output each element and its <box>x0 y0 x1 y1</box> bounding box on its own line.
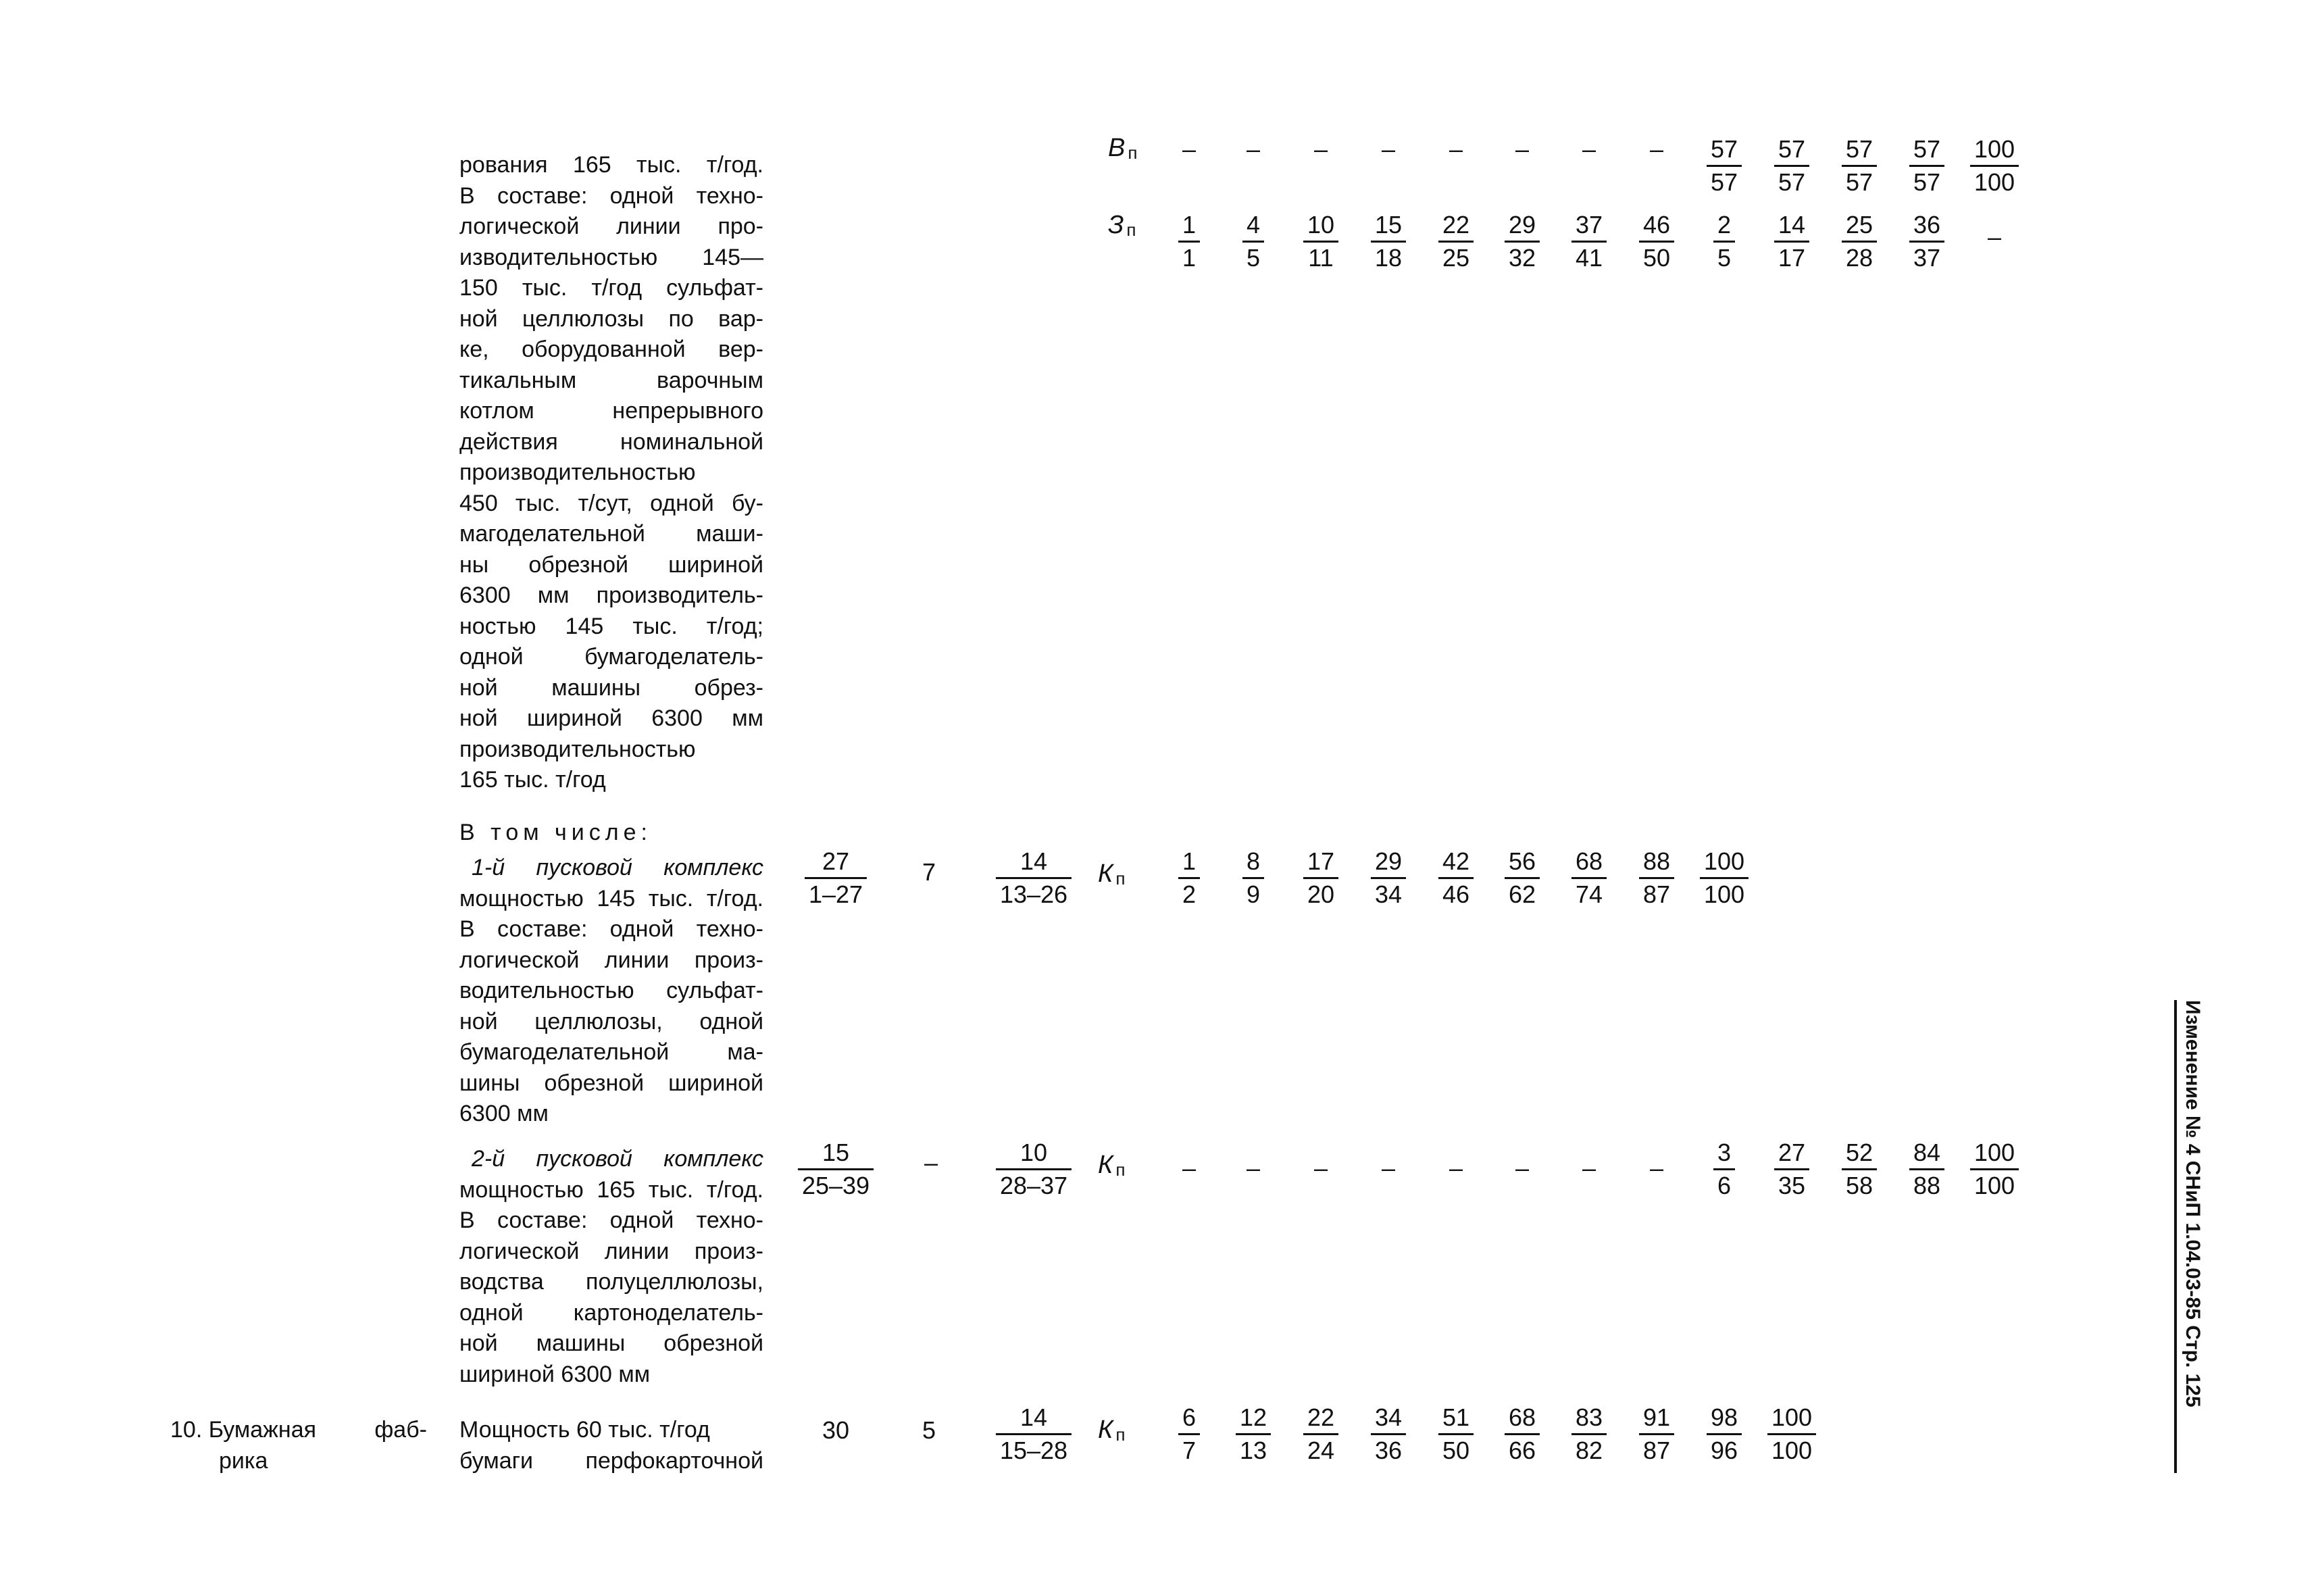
zp-fraction-numerator: 14 <box>1774 209 1809 243</box>
zp-fraction-denominator: 41 <box>1575 244 1603 272</box>
item-10-fraction-denominator: 66 <box>1508 1437 1536 1464</box>
description-line: изводительностью 145— <box>459 244 763 270</box>
description-line: одной бумагоделатель- <box>459 644 763 670</box>
item-10-desc-line: бумаги перфокарточной <box>459 1448 763 1474</box>
empty-cell-dash: – <box>1381 135 1396 163</box>
description-line: мощностью 165 тыс. т/год. <box>459 1176 763 1203</box>
zp-fraction-numerator: 25 <box>1842 209 1877 243</box>
description-line: шины обрезной шириной <box>459 1070 763 1096</box>
item-10-fraction <box>1639 1402 1674 1466</box>
vp-fraction-numerator: 57 <box>1774 134 1809 167</box>
c2-fraction <box>1970 1137 2019 1201</box>
c1-fraction-denominator: 20 <box>1307 880 1335 908</box>
c2-duration: – <box>924 1149 938 1176</box>
c1-period <box>996 846 1072 910</box>
c1-fraction-numerator: 88 <box>1639 846 1674 879</box>
item-10-fraction-denominator: 36 <box>1374 1437 1403 1464</box>
c1-fraction-numerator: 68 <box>1571 846 1607 879</box>
description-line: ны обрезной шириной <box>459 551 763 578</box>
c1-fraction-numerator: 29 <box>1371 846 1406 879</box>
zp-fraction-denominator: 32 <box>1508 244 1536 272</box>
vp-fraction <box>1970 134 2019 198</box>
description-line: логической линии про- <box>459 214 763 239</box>
description-line: 150 тыс. т/год сульфат- <box>459 275 763 301</box>
item-10-fraction-denominator: 24 <box>1307 1437 1335 1464</box>
item-10-name-part2: фаб- <box>374 1417 427 1443</box>
c2-fraction <box>1909 1137 1944 1201</box>
zp-fraction-numerator: 10 <box>1303 209 1338 243</box>
empty-cell-dash: – <box>1515 1154 1530 1182</box>
c2-fraction <box>1842 1137 1877 1201</box>
item-10-period <box>996 1402 1072 1466</box>
zp-fraction <box>1639 209 1674 274</box>
c1-period-numerator: 14 <box>996 846 1072 879</box>
item-10-fraction-denominator: 96 <box>1710 1437 1738 1464</box>
zp-fraction <box>1178 209 1200 274</box>
zp-fraction-denominator: 5 <box>1717 244 1732 272</box>
zp-fraction-denominator: 25 <box>1442 244 1470 272</box>
symbol-kp: К $_п$ <box>1098 1151 1126 1180</box>
description-line: 165 тыс. т/год <box>459 767 606 793</box>
c2-fraction-numerator: 3 <box>1713 1137 1735 1170</box>
item-10-fraction <box>1505 1402 1540 1466</box>
empty-cell-dash: – <box>1582 1154 1596 1182</box>
c1-fraction-numerator: 8 <box>1242 846 1264 879</box>
c1-fraction-numerator: 42 <box>1438 846 1474 879</box>
description-line: ной целлюлозы, одной <box>459 1008 763 1034</box>
vp-fraction <box>1774 134 1809 198</box>
empty-cell-dash: – <box>1515 135 1530 163</box>
vp-fraction <box>1909 134 1944 198</box>
zp-fraction <box>1303 209 1338 274</box>
c2-fraction <box>1713 1137 1735 1201</box>
item-10-desc-line: Мощность 60 тыс. т/год <box>459 1417 710 1443</box>
zp-fraction <box>1842 209 1877 274</box>
zp-fraction-denominator: 17 <box>1778 244 1806 272</box>
zp-fraction <box>1242 209 1264 274</box>
description-line: 1-й пусковой комплекс <box>472 855 763 880</box>
zp-fraction-numerator: 36 <box>1909 209 1944 243</box>
zp-fraction <box>1505 209 1540 274</box>
c1-fraction-denominator: 46 <box>1442 880 1470 908</box>
description-line: 450 тыс. т/сут, одной бу- <box>459 490 763 516</box>
c1-fraction-denominator: 9 <box>1246 880 1261 908</box>
zp-fraction <box>1774 209 1809 274</box>
vp-fraction <box>1842 134 1877 198</box>
zp-fraction-denominator: 18 <box>1374 244 1403 272</box>
description-line: ностью 145 тыс. т/год; <box>459 613 763 639</box>
c2-fraction-denominator: 35 <box>1778 1172 1806 1199</box>
c2-fraction <box>1774 1137 1809 1201</box>
vp-fraction-numerator: 57 <box>1707 134 1742 167</box>
c1-fraction <box>1639 846 1674 910</box>
description-line: шириной 6300 мм <box>459 1361 651 1387</box>
c2-share-denominator: 25–39 <box>801 1172 870 1199</box>
c1-fraction-denominator: 100 <box>1703 880 1745 908</box>
description-line: В составе: одной техно- <box>459 1207 763 1233</box>
vp-fraction-numerator: 100 <box>1970 134 2019 167</box>
c2-fraction-numerator: 27 <box>1774 1137 1809 1170</box>
c1-fraction <box>1303 846 1338 910</box>
item-10-fraction <box>1767 1402 1816 1466</box>
c1-fraction-denominator: 87 <box>1642 880 1671 908</box>
c2-period <box>996 1137 1072 1201</box>
item-10-fraction-numerator: 34 <box>1371 1402 1406 1435</box>
item-10-duration: 5 <box>922 1416 936 1444</box>
object-description <box>459 150 763 796</box>
item-10-fraction-numerator: 68 <box>1505 1402 1540 1435</box>
symbol-vp: В $_п$ <box>1108 134 1138 163</box>
zp-fraction <box>1371 209 1406 274</box>
c1-fraction <box>1505 846 1540 910</box>
description-line: тикальным варочным <box>459 367 763 393</box>
item-10-fraction-numerator: 22 <box>1303 1402 1338 1435</box>
item-10-fraction <box>1178 1402 1200 1466</box>
description-line: действия номинальной <box>459 428 763 455</box>
zp-fraction-denominator: 37 <box>1913 244 1941 272</box>
c1-share <box>805 846 867 910</box>
zp-fraction-numerator: 37 <box>1571 209 1607 243</box>
item-10-fraction <box>1236 1402 1271 1466</box>
description-line: 2-й пусковой комплекс <box>472 1146 763 1172</box>
c1-fraction-numerator: 1 <box>1178 846 1200 879</box>
c1-fraction <box>1571 846 1607 910</box>
item-10-fraction-denominator: 13 <box>1239 1437 1267 1464</box>
c2-period-numerator: 10 <box>996 1137 1072 1170</box>
item-10-fraction-denominator: 82 <box>1575 1437 1603 1464</box>
c2-share-numerator: 15 <box>798 1137 874 1170</box>
item-10-fraction-numerator: 91 <box>1639 1402 1674 1435</box>
c2-fraction-denominator: 58 <box>1845 1172 1873 1199</box>
item-10-period-denominator: 15–28 <box>999 1437 1068 1464</box>
zp-fraction-numerator: 2 <box>1713 209 1735 243</box>
c1-fraction-numerator: 100 <box>1700 846 1749 879</box>
vp-fraction-denominator: 57 <box>1845 168 1873 196</box>
empty-cell-dash: – <box>1182 1154 1197 1182</box>
item-10-fraction <box>1707 1402 1742 1466</box>
description-line: рования 165 тыс. т/год. <box>459 152 763 178</box>
zp-fraction <box>1571 209 1607 274</box>
c1-fraction <box>1700 846 1749 910</box>
complex-2-description <box>459 1144 763 1390</box>
symbol-zp: З $_п$ <box>1108 211 1136 240</box>
c2-fraction-denominator: 88 <box>1913 1172 1941 1199</box>
item-10-fraction <box>1371 1402 1406 1466</box>
description-line: ной целлюлозы по вар- <box>459 305 763 332</box>
item-10-fraction-numerator: 6 <box>1178 1402 1200 1435</box>
c1-share-numerator: 27 <box>805 846 867 879</box>
zp-fraction-numerator: 46 <box>1639 209 1674 243</box>
zp-fraction <box>1909 209 1944 274</box>
empty-cell-dash: – <box>1649 1154 1664 1182</box>
c1-fraction <box>1242 846 1264 910</box>
description-line: одной картоноделатель- <box>459 1299 763 1326</box>
description-line: бумагоделательной ма- <box>459 1039 763 1065</box>
item-10-fraction <box>1303 1402 1338 1466</box>
c1-fraction-numerator: 56 <box>1505 846 1540 879</box>
description-line: 6300 мм производитель- <box>459 582 763 608</box>
item-10-name-part1: 10. Бумажная <box>170 1417 317 1443</box>
description-line: производительностью <box>459 736 696 762</box>
c2-fraction-denominator: 6 <box>1717 1172 1732 1199</box>
symbol-kp: К $_п$ <box>1098 859 1126 889</box>
vp-fraction-numerator: 57 <box>1842 134 1877 167</box>
item-10-fraction-denominator: 7 <box>1182 1437 1197 1464</box>
zp-fraction <box>1713 209 1735 274</box>
zp-fraction-numerator: 15 <box>1371 209 1406 243</box>
empty-cell-dash: – <box>1449 135 1463 163</box>
description-line: ной машины обрез- <box>459 674 763 701</box>
c1-fraction-denominator: 2 <box>1182 880 1197 908</box>
zp-fraction-denominator: 50 <box>1642 244 1671 272</box>
description-line: магоделательной маши- <box>459 521 763 547</box>
item-10-fraction-denominator: 50 <box>1442 1437 1470 1464</box>
item-10-fraction-numerator: 51 <box>1438 1402 1474 1435</box>
item-10-fraction <box>1571 1402 1607 1466</box>
description-line: котлом непрерывного <box>459 398 763 424</box>
item-10-fraction-numerator: 100 <box>1767 1402 1816 1435</box>
item-10-name-part3: рика <box>219 1448 268 1474</box>
item-10-fraction-numerator: 12 <box>1236 1402 1271 1435</box>
zp-fraction-denominator: 5 <box>1246 244 1261 272</box>
description-line: водительностью сульфат- <box>459 978 763 1003</box>
complex-1-description <box>459 853 763 1130</box>
empty-cell-dash: – <box>1582 135 1596 163</box>
empty-cell-dash: – <box>1649 135 1664 163</box>
empty-cell-dash: – <box>1381 1154 1396 1182</box>
description-line: ной шириной 6300 мм <box>459 705 763 731</box>
empty-cell-dash: – <box>1313 1154 1328 1182</box>
description-line: производительностью <box>459 459 696 485</box>
description-line: водства полуцеллюлозы, <box>459 1269 763 1295</box>
symbol-kp: К $_п$ <box>1098 1416 1126 1445</box>
zp-fraction-denominator: 11 <box>1308 244 1334 272</box>
description-line: 6300 мм <box>459 1101 549 1126</box>
description-line: В составе: одной техно- <box>459 916 763 942</box>
item-10-fraction-numerator: 83 <box>1571 1402 1607 1435</box>
c1-fraction-numerator: 17 <box>1303 846 1338 879</box>
description-line: мощностью 145 тыс. т/год. <box>459 885 763 912</box>
item-10-period-numerator: 14 <box>996 1402 1072 1435</box>
c2-period-denominator: 28–37 <box>999 1172 1068 1199</box>
c2-fraction-numerator: 84 <box>1909 1137 1944 1170</box>
description-line: В составе: одной техно- <box>459 182 763 209</box>
item-10-fraction-denominator: 100 <box>1771 1437 1813 1464</box>
empty-cell-dash: – <box>1246 135 1261 163</box>
vp-fraction-numerator: 57 <box>1909 134 1944 167</box>
c1-fraction-denominator: 62 <box>1508 880 1536 908</box>
zp-fraction-denominator: 1 <box>1182 244 1197 272</box>
item-10-fraction-numerator: 98 <box>1707 1402 1742 1435</box>
c1-fraction <box>1178 846 1200 910</box>
c2-fraction-numerator: 52 <box>1842 1137 1877 1170</box>
zp-fraction <box>1438 209 1474 274</box>
description-line: ной машины обрезной <box>459 1330 763 1356</box>
page-side-title: Изменение № 4 СНиП 1.04.03-85 Стр. 125 <box>2174 1000 2204 1473</box>
item-10-name <box>170 1414 427 1476</box>
c1-fraction <box>1438 846 1474 910</box>
zp-fraction-denominator: 28 <box>1845 244 1873 272</box>
c1-fraction-denominator: 74 <box>1575 880 1603 908</box>
description-line: ке, оборудованной вер- <box>459 336 763 362</box>
c1-fraction <box>1371 846 1406 910</box>
vp-fraction <box>1707 134 1742 198</box>
empty-cell-dash: – <box>1449 1154 1463 1182</box>
vp-fraction-denominator: 57 <box>1710 168 1738 196</box>
empty-cell-dash: – <box>1246 1154 1261 1182</box>
item-10-fraction <box>1438 1402 1474 1466</box>
c2-share <box>798 1137 874 1201</box>
vp-fraction-denominator: 100 <box>1973 168 2015 196</box>
c1-share-denominator: 1–27 <box>808 880 863 908</box>
vp-fraction-denominator: 57 <box>1778 168 1806 196</box>
c2-fraction-numerator: 100 <box>1970 1137 2019 1170</box>
zp-fraction-numerator: 29 <box>1505 209 1540 243</box>
item-10-description <box>459 1414 763 1476</box>
description-line: логической линии произ- <box>459 947 763 973</box>
c1-fraction-denominator: 34 <box>1374 880 1403 908</box>
c1-duration: 7 <box>922 858 936 886</box>
vp-fraction-denominator: 57 <box>1913 168 1941 196</box>
empty-cell-dash: – <box>1182 135 1197 163</box>
zp-fraction-numerator: 22 <box>1438 209 1474 243</box>
item-10-fraction-denominator: 87 <box>1642 1437 1671 1464</box>
c1-period-denominator: 13–26 <box>999 880 1068 908</box>
c2-fraction-denominator: 100 <box>1973 1172 2015 1199</box>
zp-fraction-numerator: 1 <box>1178 209 1200 243</box>
including-label: В том числе: <box>459 820 652 845</box>
item-10-total: 30 <box>822 1416 850 1444</box>
empty-cell-dash: – <box>1313 135 1328 163</box>
empty-cell-dash: – <box>1987 223 2002 251</box>
description-line: логической линии произ- <box>459 1238 763 1264</box>
zp-fraction-numerator: 4 <box>1242 209 1264 243</box>
